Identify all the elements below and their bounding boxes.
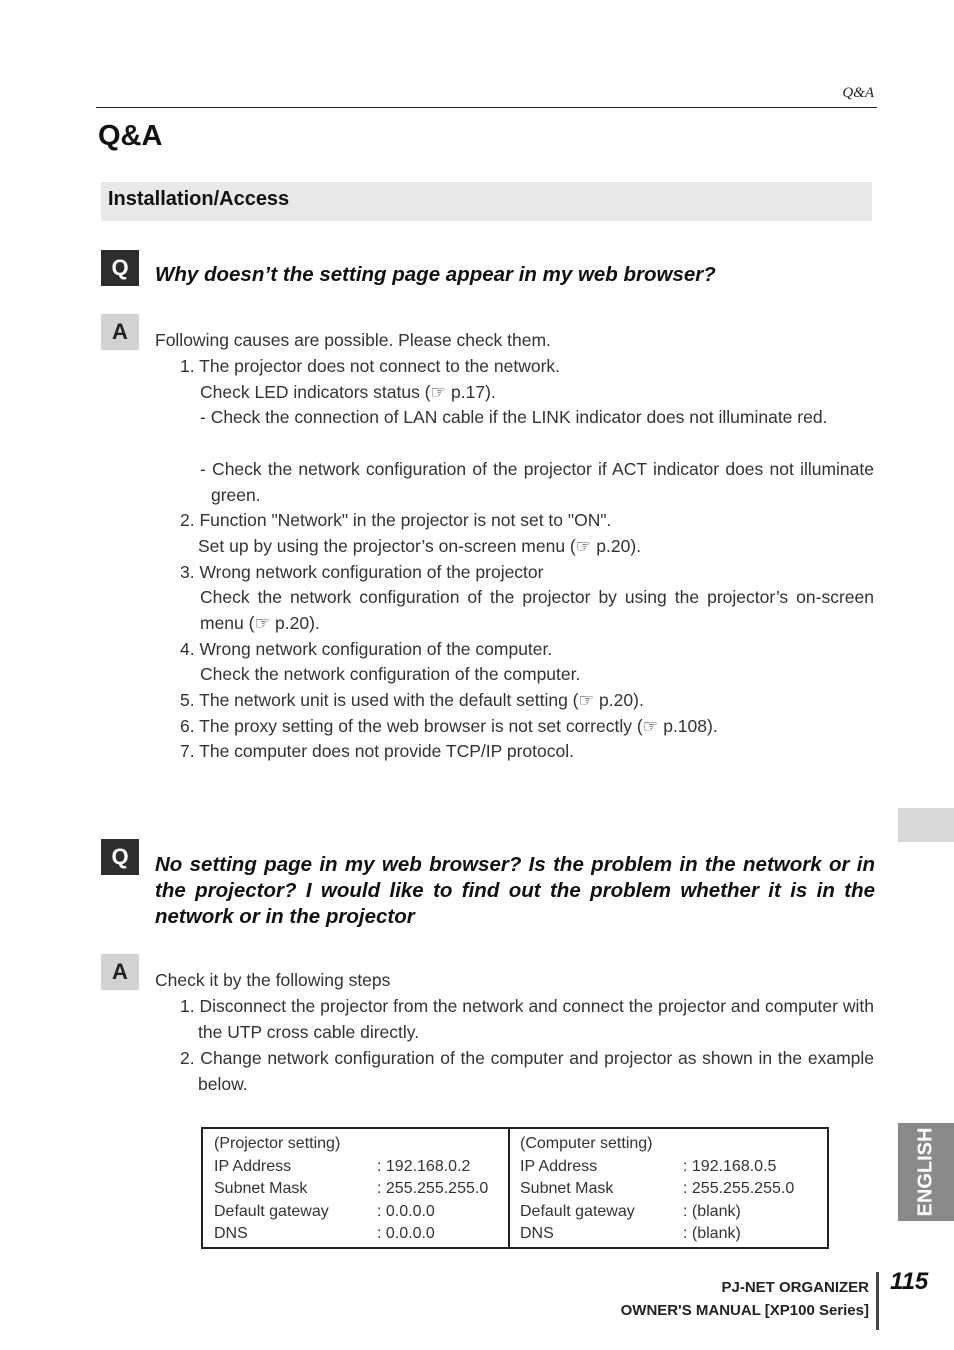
answer-1-item-6: 6. The proxy setting of the web browser is not set correctly (☞ p.108).	[180, 716, 718, 736]
answer-1-item-1-sub-2: - Check the network configuration of the projector if ACT indicator does not illuminate green.	[200, 459, 874, 505]
settings-row	[214, 1178, 489, 1201]
computer-settings-heading: (Computer setting)	[520, 1135, 653, 1152]
section-title: Installation/Access	[108, 188, 290, 210]
projector-settings	[214, 1133, 489, 1246]
settings-value: : 255.255.255.0	[377, 1180, 489, 1197]
question-1: Why doesn’t the setting page appear in my web browser?	[155, 263, 716, 286]
header-rule	[96, 107, 877, 108]
settings-value: : (blank)	[683, 1225, 741, 1242]
answer-1-intro: Following causes are possible. Please check them.	[155, 330, 551, 350]
side-tab	[898, 808, 954, 842]
settings-value: : 192.168.0.2	[377, 1157, 471, 1175]
footer-text	[621, 1276, 869, 1322]
settings-value: : 0.0.0.0	[377, 1225, 435, 1242]
page-title: Q&A	[98, 120, 163, 152]
settings-label: DNS	[520, 1225, 554, 1242]
section-bar	[101, 182, 872, 221]
settings-label: Default gateway	[520, 1202, 635, 1220]
question-marker: Q	[101, 839, 139, 875]
answer-1-item-4-note: Check the network configuration of the computer.	[200, 664, 581, 684]
settings-row	[214, 1156, 471, 1179]
settings-row	[520, 1201, 741, 1224]
answer-marker: A	[101, 954, 139, 990]
question-marker: Q	[101, 250, 139, 286]
settings-value: : 192.168.0.5	[683, 1157, 777, 1175]
answer-1-item-5: 5. The network unit is used with the default setting (☞ p.20).	[180, 690, 644, 710]
answer-1-item-1: 1. The projector does not connect to the network.	[180, 356, 561, 376]
question-2: No setting page in my web browser? Is the problem in the network or in the projector? I would like to find out the problem whether it is in the network or in the projector	[155, 853, 875, 928]
projector-settings-heading: (Projector setting)	[214, 1135, 341, 1152]
answer-2-step-2: 2. Change network configuration of the computer and projector as shown in the example below.	[180, 1048, 874, 1094]
footer-rule	[876, 1272, 879, 1330]
settings-row	[520, 1156, 777, 1179]
answer-1-item-2-note: Set up by using the projector’s on-screen menu (☞ p.20).	[198, 536, 642, 556]
answer-1-item-7: 7. The computer does not provide TCP/IP protocol.	[180, 741, 574, 761]
settings-label: Subnet Mask	[214, 1180, 308, 1197]
footer-manual: OWNER'S MANUAL [XP100 Series]	[620, 1302, 869, 1319]
language-label: ENGLISH	[914, 1127, 937, 1217]
answer-1-item-1-sub-1: - Check the connection of LAN cable if the LINK indicator does not illuminate red.	[200, 407, 828, 427]
settings-label: IP Address	[520, 1157, 598, 1175]
settings-label: Subnet Mask	[520, 1180, 614, 1197]
computer-settings	[520, 1133, 795, 1246]
settings-row	[520, 1178, 795, 1201]
settings-row	[214, 1201, 435, 1224]
answer-2-step-1: 1. Disconnect the projector from the network and connect the projector and computer with the UTP cross cable directly.	[180, 996, 874, 1042]
settings-table	[201, 1127, 829, 1249]
answer-2-intro: Check it by the following steps	[155, 970, 391, 990]
settings-label: DNS	[214, 1225, 248, 1242]
running-head: Q&A	[842, 85, 874, 101]
settings-row	[520, 1223, 741, 1246]
answer-1-item-2: 2. Function "Network" in the projector is not set to "ON".	[180, 510, 612, 530]
settings-label: IP Address	[214, 1157, 292, 1175]
settings-value: : 255.255.255.0	[683, 1180, 795, 1197]
footer-product: PJ-NET ORGANIZER	[721, 1279, 869, 1296]
settings-row	[214, 1223, 435, 1246]
answer-1-item-3: 3. Wrong network configuration of the projector	[180, 562, 544, 582]
settings-divider	[508, 1129, 510, 1247]
answer-marker: A	[101, 314, 139, 350]
answer-1-item-3-note: Check the network configuration of the projector by using the projector’s on-screen menu (☞ p.20).	[200, 587, 874, 633]
settings-value: : (blank)	[683, 1202, 741, 1220]
answer-1-item-4: 4. Wrong network configuration of the computer.	[180, 639, 553, 659]
answer-1-item-1-note: Check LED indicators status (☞ p.17).	[200, 382, 496, 402]
page-number: 115	[890, 1268, 929, 1295]
language-tab	[898, 1123, 954, 1221]
settings-value: : 0.0.0.0	[377, 1202, 435, 1220]
settings-label: Default gateway	[214, 1202, 329, 1220]
